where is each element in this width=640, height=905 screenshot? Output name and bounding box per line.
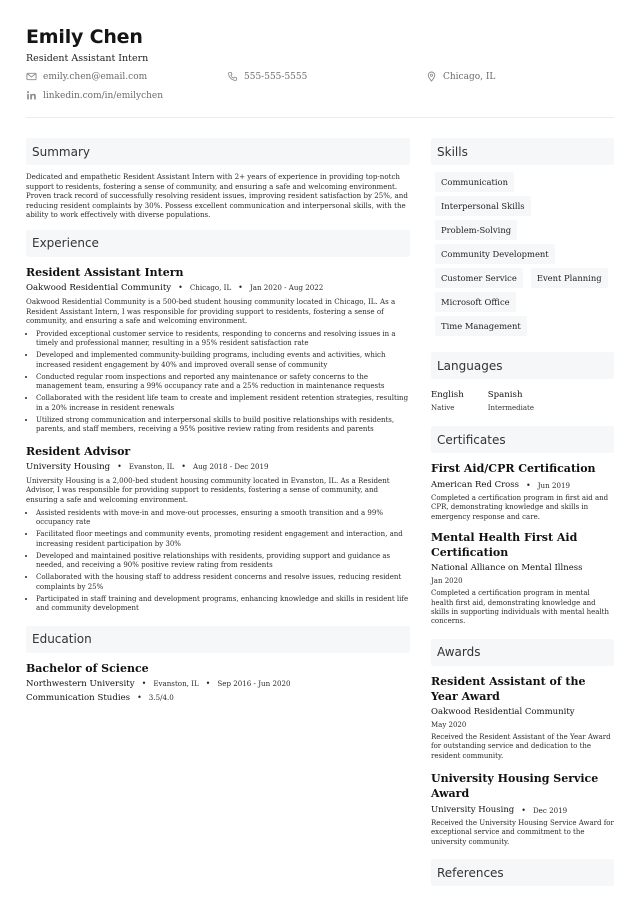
linkedin-text: linkedin.com/in/emilychen [43,90,164,101]
award-org: University Housing [431,805,515,816]
phone-text: 555-555-5555 [244,71,308,82]
contact-info [26,71,614,111]
skills-heading: Skills [431,138,614,165]
award-meta [431,805,614,815]
left-column [26,138,410,703]
degree: Bachelor of Science [26,661,149,675]
candidate-name: Emily Chen [26,26,143,48]
resume-header [26,26,614,111]
certificate-org: American Red Cross [431,480,519,490]
job-bullet: • Developed and implemented community-building programs, including events and activities, which increased resident engagement by 40% and improved overall sense of community [36,351,410,370]
award-entry [431,674,614,761]
contact-email[interactable] [26,71,147,82]
job-bullet: • Facilitated floor meetings and community events, promoting resident engagement and interaction, and increasing resident participation by 30% [36,530,410,549]
experience-heading: Experience [26,230,410,257]
gpa: 3.5/4.0 [148,693,174,703]
job-dates: Aug 2018 - Dec 2019 [192,462,269,472]
skill-tag: Event Planning [531,268,608,288]
separator-dot: • [181,462,186,472]
certificate-title: First Aid/CPR Certification [431,462,596,475]
certificate-org: National Alliance on Mental Illness [431,563,583,574]
job-title: Resident Assistant Intern [26,265,184,279]
languages-heading: Languages [431,352,614,379]
education-heading: Education [26,626,410,653]
job-bullet: • Provided exceptional customer service to residents, responding to concerns and resolving issues in a timely and professional manner, resulting in a 95% resident satisfaction rate [36,330,410,349]
skills-list [431,172,614,336]
job-org: Oakwood Residential Community [26,282,172,293]
language-name: English [431,390,464,400]
job-location: Evanston, IL [128,462,175,472]
education-dates: Sep 2016 - Jun 2020 [217,679,291,689]
certificate-entry [431,530,614,627]
certificate-title: Mental Health First Aid Certification [431,531,578,560]
skill-tag: Community Development [435,244,555,264]
job-entry [26,266,410,435]
contact-phone[interactable] [227,71,307,82]
summary-text: Dedicated and empathetic Resident Assistant Intern with 2+ years of experience in providing top-notch support to residents, fostering a sense of community, and ensuring a safe and welcoming environment. Proven track record of successfully resolving resident issues, improving resident satisfaction by 25%, and reducing resident complaints by 30%. Possess excellent communication and interpersonal skills, with the ability to work effectively with diverse populations. [26,172,408,220]
education-meta [26,679,410,689]
skill-tag: Time Management [435,316,527,336]
languages-list [431,390,614,412]
contact-linkedin[interactable] [26,90,163,101]
job-location: Chicago, IL [189,283,232,293]
candidate-title: Resident Assistant Intern [26,53,149,64]
school-location: Evanston, IL [153,679,199,689]
contact-location [426,71,495,82]
awards-heading: Awards [431,639,614,666]
award-org: Oakwood Residential Community [431,706,575,717]
skill-tag: Interpersonal Skills [435,196,531,216]
separator-dot: • [141,679,147,689]
school-name: Northwestern University [26,678,135,689]
email-text: emily.chen@email.com [43,71,148,82]
job-description: Oakwood Residential Community is a 500-bed student housing community located in Chicago, IL. As a Resident Assistant Intern, I was responsible for providing support to residents, fostering a sense of community, and ensuring a safe and welcoming environment. [26,296,396,326]
award-title: University Housing Service Award [431,772,599,801]
job-bullet: • Utilized strong communication and interpersonal skills to build positive relationships with residents, parents, and staff members, receiving a 95% positive review rating from residents and parents [36,416,410,435]
separator-dot: • [117,462,122,472]
job-bullets [26,509,410,614]
certificate-date: Jun 2019 [537,480,571,490]
job-description: University Housing is a 2,000-bed student housing community located in Evanston, IL. As a Resident Advisor, I was responsible for providing support to residents, fostering a sense of community, and ensuring a safe and welcoming environment. [26,475,390,504]
job-bullets [26,330,410,435]
header-divider [26,117,614,118]
separator-dot: • [526,480,531,490]
separator-dot: • [205,679,211,689]
email-icon [26,71,37,82]
language-level: Intermediate [487,404,534,412]
job-bullet: • Participated in staff training and development programs, enhancing knowledge and skills in resident life and community development [36,595,410,614]
job-org: University Housing [26,461,111,472]
skill-tag: Communication [435,172,514,192]
separator-dot: • [137,693,142,703]
separator-dot: • [521,805,526,815]
certificate-entry [431,461,614,522]
job-meta [26,283,410,293]
certificate-date: Jan 2020 [431,577,463,586]
award-description: Received the Resident Assistant of the Year Award for outstanding service and dedication to the resident community. [431,732,611,760]
job-bullet: • Conducted regular room inspections and reported any maintenance or safety concerns to the management team, ensuring a 99% occupancy rate and a 25% reduction in maintenance requests [36,373,410,392]
award-date: Dec 2019 [532,805,568,815]
award-description: Received the University Housing Service Award for exceptional service and commitment to the university community. [431,819,614,846]
job-dates: Jan 2020 - Aug 2022 [249,283,324,293]
job-bullet: • Developed and maintained positive relationships with residents, providing support and guidance as needed, and receiving a 90% positive review rating from residents [36,552,410,571]
job-entry [26,445,410,614]
separator-dot: • [238,283,243,293]
summary-heading: Summary [26,138,410,165]
job-title: Resident Advisor [26,444,131,458]
location-pin-icon [426,71,437,82]
language-item [431,390,464,412]
certificates-heading: Certificates [431,426,614,453]
job-bullet: • Assisted residents with move-in and move-out processes, ensuring a smooth transition and a 99% occupancy rate [36,509,410,528]
skill-tag: Microsoft Office [435,292,516,312]
award-entry [431,771,614,847]
linkedin-icon [26,90,37,101]
job-bullet: • Collaborated with the housing staff to address resident concerns and resolve issues, reducing resident complaints by 25% [36,573,410,592]
job-meta [26,462,410,472]
job-bullet: • Collaborated with the resident life team to create and implement resident retention strategies, resulting in a 20% increase in resident renewals [36,394,410,413]
separator-dot: • [178,283,183,293]
skill-tag: Customer Service [435,268,523,288]
certificate-meta [431,480,614,490]
language-name: Spanish [487,390,523,400]
phone-icon [227,71,238,82]
language-level: Native [431,404,455,412]
language-item [488,390,534,412]
field-of-study: Communication Studies [26,692,131,703]
location-text: Chicago, IL [443,71,496,82]
education-entry [26,662,410,703]
skill-tag: Problem-Solving [435,220,517,240]
references-heading: References [431,859,614,886]
award-title: Resident Assistant of the Year Award [431,674,586,703]
award-date: May 2020 [431,720,467,729]
education-field-meta [26,693,410,703]
right-column [431,138,614,886]
certificate-description: Completed a certification program in first aid and CPR, demonstrating knowledge and skills in emergency response and care. [431,494,609,521]
certificate-description: Completed a certification program in mental health first aid, demonstrating knowledge and skills in supporting individuals with mental health concerns. [431,589,610,626]
